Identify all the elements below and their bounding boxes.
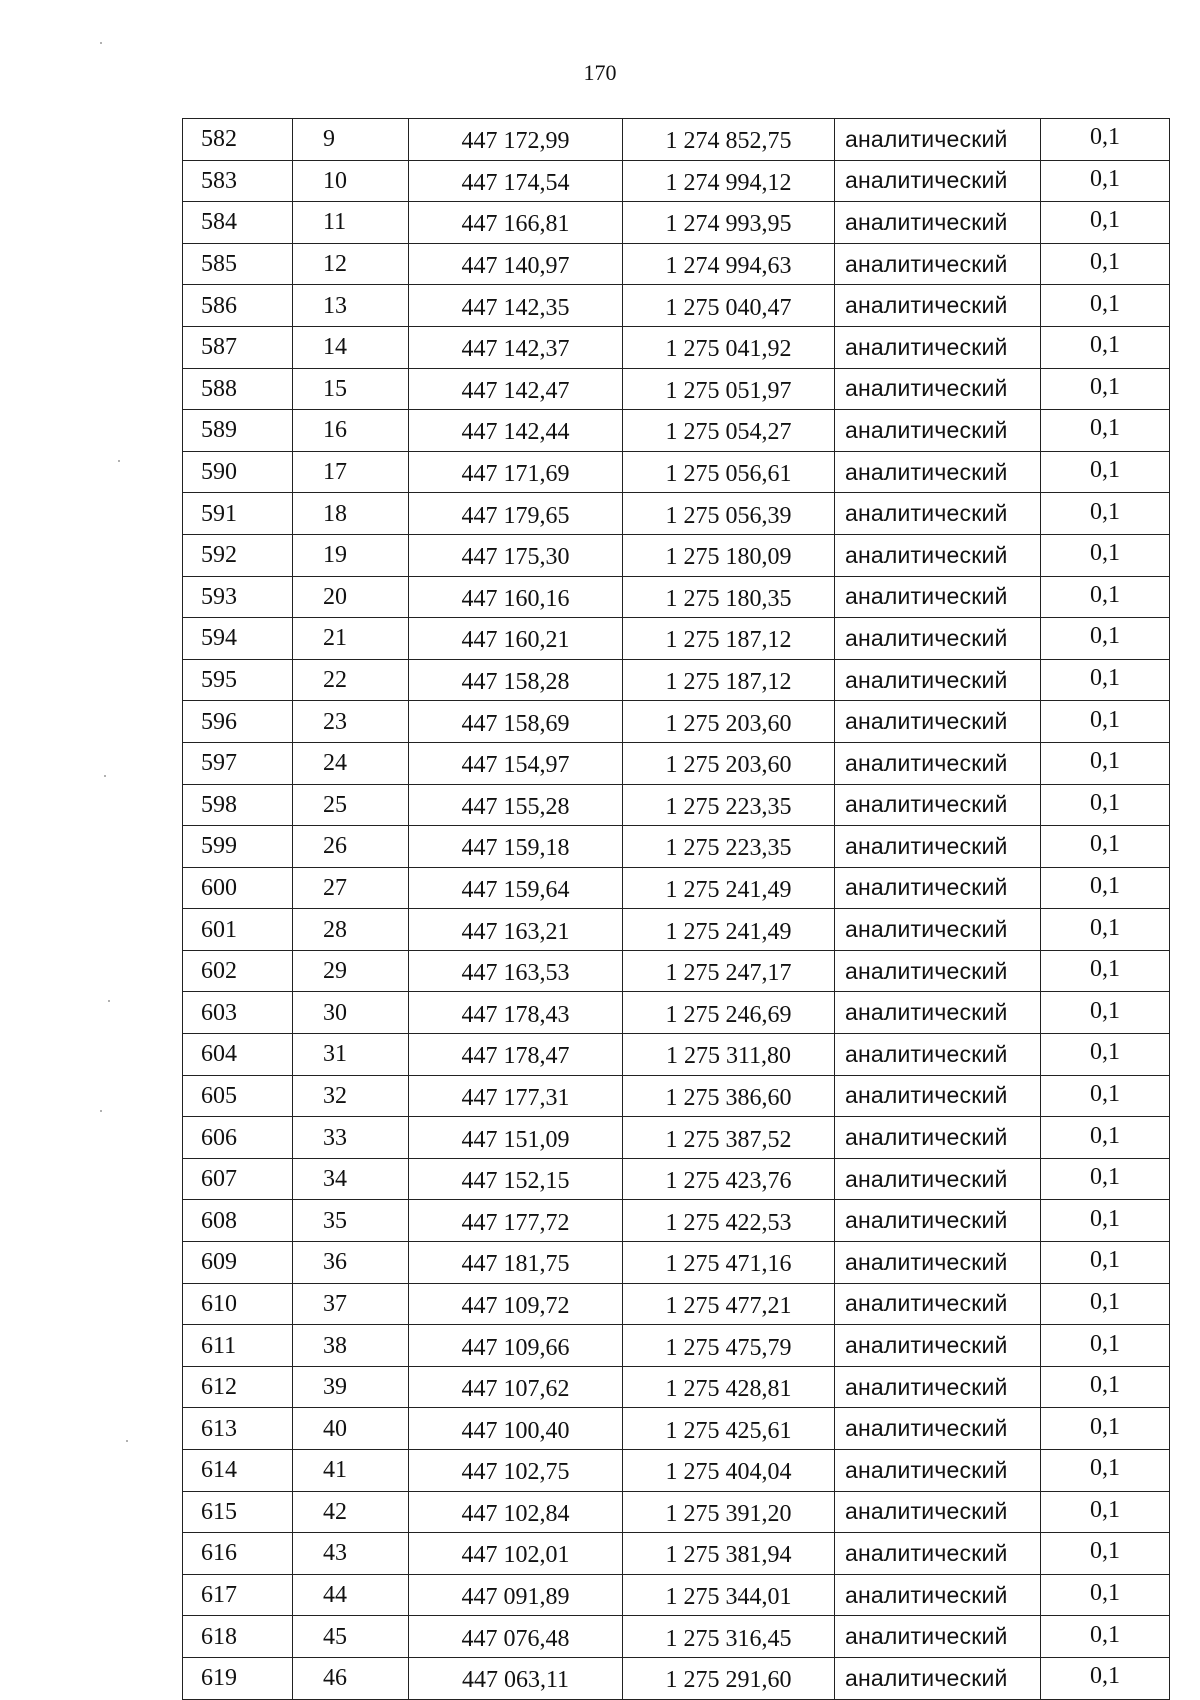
cell-x-coordinate: 447 109,66 [409,1325,623,1367]
table-row [183,1574,1170,1616]
cell-y-coordinate: 1 275 425,61 [623,1408,835,1450]
cell-point-number: 29 [293,950,409,992]
cell-accuracy: 0,1 [1041,784,1170,826]
cell-row-number: 589 [183,410,293,452]
cell-y-coordinate: 1 274 852,75 [623,119,835,161]
cell-y-coordinate: 1 275 180,09 [623,534,835,576]
cell-row-number: 606 [183,1117,293,1159]
cell-accuracy: 0,1 [1041,1158,1170,1200]
table-row [183,160,1170,202]
table-row [183,243,1170,285]
cell-y-coordinate: 1 275 423,76 [623,1158,835,1200]
cell-row-number: 591 [183,493,293,535]
cell-method: аналитический [835,1158,1041,1200]
cell-row-number: 586 [183,285,293,327]
cell-y-coordinate: 1 275 387,52 [623,1117,835,1159]
cell-point-number: 16 [293,410,409,452]
cell-method: аналитический [835,119,1041,161]
scan-speck [100,42,102,44]
page-number: 170 [583,60,617,85]
cell-y-coordinate: 1 275 291,60 [623,1657,835,1699]
cell-accuracy: 0,1 [1041,243,1170,285]
cell-method: аналитический [835,992,1041,1034]
cell-y-coordinate: 1 275 404,04 [623,1450,835,1492]
cell-accuracy: 0,1 [1041,1242,1170,1284]
cell-method: аналитический [835,950,1041,992]
cell-y-coordinate: 1 275 247,17 [623,950,835,992]
cell-y-coordinate: 1 275 311,80 [623,1034,835,1076]
cell-row-number: 585 [183,243,293,285]
table-row [183,1200,1170,1242]
cell-accuracy: 0,1 [1041,1075,1170,1117]
cell-row-number: 608 [183,1200,293,1242]
cell-method: аналитический [835,326,1041,368]
cell-point-number: 26 [293,826,409,868]
cell-row-number: 615 [183,1491,293,1533]
cell-y-coordinate: 1 275 241,49 [623,867,835,909]
cell-accuracy: 0,1 [1041,1533,1170,1575]
cell-row-number: 598 [183,784,293,826]
scan-speck [108,1000,110,1002]
table-row [183,493,1170,535]
cell-x-coordinate: 447 178,43 [409,992,623,1034]
cell-accuracy: 0,1 [1041,867,1170,909]
table-row [183,1366,1170,1408]
cell-method: аналитический [835,826,1041,868]
cell-row-number: 583 [183,160,293,202]
cell-point-number: 27 [293,867,409,909]
cell-accuracy: 0,1 [1041,1491,1170,1533]
table-row [183,1533,1170,1575]
cell-method: аналитический [835,285,1041,327]
cell-point-number: 34 [293,1158,409,1200]
cell-row-number: 588 [183,368,293,410]
cell-y-coordinate: 1 275 344,01 [623,1574,835,1616]
table-row [183,659,1170,701]
cell-accuracy: 0,1 [1041,1616,1170,1658]
cell-point-number: 22 [293,659,409,701]
cell-point-number: 32 [293,1075,409,1117]
cell-y-coordinate: 1 275 475,79 [623,1325,835,1367]
cell-method: аналитический [835,1075,1041,1117]
cell-method: аналитический [835,701,1041,743]
cell-point-number: 25 [293,784,409,826]
cell-method: аналитический [835,202,1041,244]
cell-row-number: 596 [183,701,293,743]
cell-x-coordinate: 447 155,28 [409,784,623,826]
cell-y-coordinate: 1 275 203,60 [623,742,835,784]
cell-row-number: 584 [183,202,293,244]
cell-accuracy: 0,1 [1041,618,1170,660]
cell-y-coordinate: 1 275 180,35 [623,576,835,618]
cell-x-coordinate: 447 142,37 [409,326,623,368]
cell-method: аналитический [835,618,1041,660]
cell-y-coordinate: 1 275 056,39 [623,493,835,535]
cell-x-coordinate: 447 166,81 [409,202,623,244]
cell-point-number: 31 [293,1034,409,1076]
cell-y-coordinate: 1 275 223,35 [623,784,835,826]
cell-point-number: 35 [293,1200,409,1242]
cell-accuracy: 0,1 [1041,909,1170,951]
cell-accuracy: 0,1 [1041,493,1170,535]
cell-point-number: 17 [293,451,409,493]
table-row [183,1242,1170,1284]
table-row [183,368,1170,410]
cell-method: аналитический [835,1491,1041,1533]
cell-method: аналитический [835,451,1041,493]
cell-x-coordinate: 447 102,84 [409,1491,623,1533]
cell-x-coordinate: 447 163,21 [409,909,623,951]
scan-speck [118,460,120,462]
cell-y-coordinate: 1 275 187,12 [623,659,835,701]
cell-x-coordinate: 447 158,28 [409,659,623,701]
table-row [183,1657,1170,1699]
cell-row-number: 610 [183,1283,293,1325]
cell-method: аналитический [835,1616,1041,1658]
cell-row-number: 594 [183,618,293,660]
cell-method: аналитический [835,1034,1041,1076]
cell-accuracy: 0,1 [1041,1574,1170,1616]
scan-speck [100,1110,102,1112]
cell-x-coordinate: 447 109,72 [409,1283,623,1325]
cell-x-coordinate: 447 172,99 [409,119,623,161]
cell-x-coordinate: 447 171,69 [409,451,623,493]
cell-x-coordinate: 447 175,30 [409,534,623,576]
table-row [183,701,1170,743]
table-row [183,742,1170,784]
table-row [183,119,1170,161]
cell-method: аналитический [835,534,1041,576]
cell-y-coordinate: 1 275 041,92 [623,326,835,368]
cell-point-number: 46 [293,1657,409,1699]
table-row [183,1450,1170,1492]
cell-y-coordinate: 1 274 994,12 [623,160,835,202]
cell-accuracy: 0,1 [1041,202,1170,244]
cell-x-coordinate: 447 178,47 [409,1034,623,1076]
cell-x-coordinate: 447 142,44 [409,410,623,452]
cell-accuracy: 0,1 [1041,1366,1170,1408]
cell-method: аналитический [835,659,1041,701]
cell-point-number: 30 [293,992,409,1034]
cell-method: аналитический [835,1450,1041,1492]
cell-accuracy: 0,1 [1041,160,1170,202]
cell-row-number: 600 [183,867,293,909]
cell-method: аналитический [835,243,1041,285]
cell-point-number: 19 [293,534,409,576]
cell-row-number: 619 [183,1657,293,1699]
cell-method: аналитический [835,1200,1041,1242]
cell-accuracy: 0,1 [1041,410,1170,452]
cell-row-number: 609 [183,1242,293,1284]
cell-x-coordinate: 447 177,72 [409,1200,623,1242]
cell-accuracy: 0,1 [1041,1450,1170,1492]
cell-row-number: 603 [183,992,293,1034]
table-row [183,1283,1170,1325]
table-row [183,451,1170,493]
cell-method: аналитический [835,784,1041,826]
cell-accuracy: 0,1 [1041,368,1170,410]
table-body [183,119,1170,1700]
cell-row-number: 611 [183,1325,293,1367]
cell-accuracy: 0,1 [1041,1034,1170,1076]
cell-row-number: 618 [183,1616,293,1658]
cell-x-coordinate: 447 152,15 [409,1158,623,1200]
cell-point-number: 40 [293,1408,409,1450]
table-row [183,1117,1170,1159]
cell-point-number: 43 [293,1533,409,1575]
cell-point-number: 38 [293,1325,409,1367]
table-row [183,202,1170,244]
cell-x-coordinate: 447 154,97 [409,742,623,784]
cell-row-number: 605 [183,1075,293,1117]
cell-x-coordinate: 447 159,18 [409,826,623,868]
cell-accuracy: 0,1 [1041,119,1170,161]
table-row [183,534,1170,576]
cell-point-number: 20 [293,576,409,618]
table-row [183,867,1170,909]
cell-x-coordinate: 447 151,09 [409,1117,623,1159]
cell-point-number: 12 [293,243,409,285]
cell-point-number: 18 [293,493,409,535]
coordinates-table-container [182,118,1169,1700]
cell-point-number: 42 [293,1491,409,1533]
cell-x-coordinate: 447 177,31 [409,1075,623,1117]
cell-y-coordinate: 1 275 040,47 [623,285,835,327]
cell-accuracy: 0,1 [1041,1200,1170,1242]
cell-row-number: 602 [183,950,293,992]
cell-y-coordinate: 1 275 391,20 [623,1491,835,1533]
cell-method: аналитический [835,1657,1041,1699]
cell-y-coordinate: 1 275 056,61 [623,451,835,493]
cell-x-coordinate: 447 179,65 [409,493,623,535]
cell-accuracy: 0,1 [1041,950,1170,992]
table-row [183,1616,1170,1658]
cell-x-coordinate: 447 107,62 [409,1366,623,1408]
table-row [183,1408,1170,1450]
cell-accuracy: 0,1 [1041,576,1170,618]
cell-x-coordinate: 447 063,11 [409,1657,623,1699]
cell-point-number: 11 [293,202,409,244]
cell-row-number: 612 [183,1366,293,1408]
scan-speck [126,1440,128,1442]
cell-method: аналитический [835,1408,1041,1450]
cell-y-coordinate: 1 274 993,95 [623,202,835,244]
table-row [183,1075,1170,1117]
cell-row-number: 592 [183,534,293,576]
cell-row-number: 601 [183,909,293,951]
cell-accuracy: 0,1 [1041,1283,1170,1325]
cell-x-coordinate: 447 160,21 [409,618,623,660]
cell-y-coordinate: 1 275 381,94 [623,1533,835,1575]
cell-method: аналитический [835,1283,1041,1325]
cell-accuracy: 0,1 [1041,1325,1170,1367]
cell-method: аналитический [835,160,1041,202]
cell-accuracy: 0,1 [1041,659,1170,701]
cell-point-number: 23 [293,701,409,743]
table-row [183,1158,1170,1200]
cell-accuracy: 0,1 [1041,1117,1170,1159]
cell-point-number: 45 [293,1616,409,1658]
table-row [183,1325,1170,1367]
cell-method: аналитический [835,1242,1041,1284]
cell-point-number: 13 [293,285,409,327]
table-row [183,1491,1170,1533]
cell-y-coordinate: 1 275 223,35 [623,826,835,868]
table-row [183,1034,1170,1076]
cell-point-number: 41 [293,1450,409,1492]
cell-y-coordinate: 1 275 386,60 [623,1075,835,1117]
table-row [183,326,1170,368]
cell-point-number: 36 [293,1242,409,1284]
cell-point-number: 39 [293,1366,409,1408]
cell-row-number: 593 [183,576,293,618]
cell-method: аналитический [835,368,1041,410]
cell-x-coordinate: 447 091,89 [409,1574,623,1616]
cell-point-number: 15 [293,368,409,410]
cell-row-number: 617 [183,1574,293,1616]
cell-row-number: 597 [183,742,293,784]
cell-point-number: 10 [293,160,409,202]
table-row [183,285,1170,327]
cell-x-coordinate: 447 142,35 [409,285,623,327]
cell-point-number: 37 [293,1283,409,1325]
cell-point-number: 21 [293,618,409,660]
cell-row-number: 607 [183,1158,293,1200]
cell-point-number: 24 [293,742,409,784]
cell-row-number: 613 [183,1408,293,1450]
cell-y-coordinate: 1 275 051,97 [623,368,835,410]
cell-x-coordinate: 447 140,97 [409,243,623,285]
table-row [183,909,1170,951]
table-row [183,950,1170,992]
cell-x-coordinate: 447 163,53 [409,950,623,992]
cell-point-number: 9 [293,119,409,161]
table-row [183,784,1170,826]
cell-accuracy: 0,1 [1041,1408,1170,1450]
cell-x-coordinate: 447 159,64 [409,867,623,909]
cell-accuracy: 0,1 [1041,826,1170,868]
cell-method: аналитический [835,1325,1041,1367]
cell-accuracy: 0,1 [1041,451,1170,493]
cell-x-coordinate: 447 174,54 [409,160,623,202]
cell-row-number: 595 [183,659,293,701]
cell-method: аналитический [835,493,1041,535]
table-row [183,826,1170,868]
cell-method: аналитический [835,576,1041,618]
cell-method: аналитический [835,867,1041,909]
cell-row-number: 604 [183,1034,293,1076]
cell-method: аналитический [835,742,1041,784]
cell-x-coordinate: 447 160,16 [409,576,623,618]
cell-row-number: 599 [183,826,293,868]
table-row [183,618,1170,660]
cell-y-coordinate: 1 275 471,16 [623,1242,835,1284]
cell-row-number: 582 [183,119,293,161]
scan-speck [104,775,106,777]
cell-y-coordinate: 1 274 994,63 [623,243,835,285]
table-row [183,576,1170,618]
cell-point-number: 44 [293,1574,409,1616]
cell-x-coordinate: 447 142,47 [409,368,623,410]
cell-y-coordinate: 1 275 203,60 [623,701,835,743]
cell-accuracy: 0,1 [1041,285,1170,327]
cell-accuracy: 0,1 [1041,742,1170,784]
cell-y-coordinate: 1 275 246,69 [623,992,835,1034]
cell-y-coordinate: 1 275 477,21 [623,1283,835,1325]
cell-x-coordinate: 447 181,75 [409,1242,623,1284]
table-row [183,410,1170,452]
cell-method: аналитический [835,1533,1041,1575]
cell-row-number: 614 [183,1450,293,1492]
cell-method: аналитический [835,909,1041,951]
cell-y-coordinate: 1 275 422,53 [623,1200,835,1242]
cell-row-number: 587 [183,326,293,368]
cell-accuracy: 0,1 [1041,534,1170,576]
cell-y-coordinate: 1 275 428,81 [623,1366,835,1408]
cell-x-coordinate: 447 102,01 [409,1533,623,1575]
cell-method: аналитический [835,1574,1041,1616]
cell-row-number: 616 [183,1533,293,1575]
cell-x-coordinate: 447 100,40 [409,1408,623,1450]
cell-row-number: 590 [183,451,293,493]
cell-x-coordinate: 447 102,75 [409,1450,623,1492]
coordinates-table [182,118,1170,1700]
cell-x-coordinate: 447 076,48 [409,1616,623,1658]
cell-accuracy: 0,1 [1041,992,1170,1034]
cell-method: аналитический [835,1117,1041,1159]
cell-accuracy: 0,1 [1041,701,1170,743]
cell-accuracy: 0,1 [1041,1657,1170,1699]
cell-point-number: 28 [293,909,409,951]
cell-method: аналитический [835,1366,1041,1408]
cell-method: аналитический [835,410,1041,452]
cell-y-coordinate: 1 275 054,27 [623,410,835,452]
cell-accuracy: 0,1 [1041,326,1170,368]
cell-point-number: 14 [293,326,409,368]
cell-y-coordinate: 1 275 187,12 [623,618,835,660]
table-row [183,992,1170,1034]
cell-y-coordinate: 1 275 316,45 [623,1616,835,1658]
cell-point-number: 33 [293,1117,409,1159]
cell-y-coordinate: 1 275 241,49 [623,909,835,951]
cell-x-coordinate: 447 158,69 [409,701,623,743]
